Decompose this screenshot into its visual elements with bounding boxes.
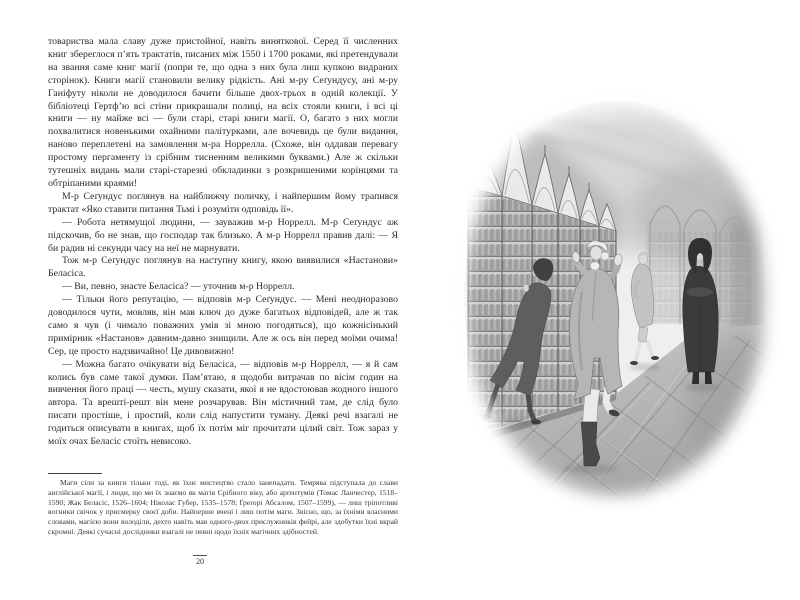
paragraph: товариства мала славу дуже пристойної, навіть виняткової. Серед її численних книг збереглося п’ять трактатів, писаних між 1550 і 1700 роками, які претендували на звання саме книг магії (попри те, що одна з них була лиш купкою видраних сторінок). Книги магії становили велику рідкість. Ані м-ру Сеґундусу, ані м-ру Ганіфуту ніколи не доводилося бачити більше двох-трьох в одній колекції. У бібліотеці Гертф’ю всі стіни прикрашали полиці, на всіх стояли книги, і всі ці книги — ну майже всі — були старі, старі книги магії. О, багато з них могли похвалитися новенькими охайними палітурками, але вочевидь це були видання, наново переплетені на замовлення м-ра Норрелла. (Схоже, він оддавав перевагу простому пергаменту із срібним тисненням великими буквами.) Але ж скільки тутешніх видань мали старі-старезні обкладинки з розкришеними корінцями та обтріпаними краями! [48,36,398,189]
paragraph: — Можна багато очікувати від Беласіса, — відповів м-р Норрелл, — я й сам колись був саме такої думки. Пам’ятаю, я щодоби витрачав по вісім годин на вивчення його праці — честь, мушу сказати, якої я не вдостоював жодного іншого автора. Та врешті-решт він мене розчарував. Він містичний там, де слід було писати простіше, і простий, коли слід напустити туману. Деякі речі взагалі не годиться описувати в книгах, щоб їх потім міг прочитати цілий світ. Тож зараз у моїх очах Беласіс стоїть невисоко. [48,358,398,448]
library-illustration [450,92,788,528]
page-number [0,551,400,569]
paragraph: — Робота нетямущої людини, — зауважив м-р Норрелл. М-р Сеґундус аж підскочив, бо не знав, що господар так близько. А м-р Норрелл правив далі: — Я би радив ні секунди часу на неї не марнувати. [48,216,398,254]
paragraph: М-р Сеґундус поглянув на найближчу поличку, і найпершим йому трапився трактат «Яко ставити питання Тьмі і розуміти одповідь її». [48,190,398,215]
footnote-separator [48,473,102,474]
pencil-grain [450,92,788,528]
paragraph: Тож м-р Сеґундус поглянув на наступну книгу, якою виявилися «Настанови» Беласіса. [48,255,398,280]
body-text [48,36,398,472]
paragraph: — Тільки його репутацію, — відповів м-р Сеґундус. — Мені неодноразово доводилося чути, мовляв, він мав ключ до дуже багатьох відповідей, але ж так само я чув (і чимало поважних умів зі мною погодяться), що кожнісінький примірник «Настанов» давним-давно знищили. Але ж ось він перед моїми очима! Сер, це просто надзвичайно! Це дивовижно! [48,294,398,357]
page-number-value: 20 [193,555,207,566]
paragraph: — Ви, певно, знаєте Беласіса? — уточнив м-р Норрелл. [62,281,295,293]
right-page [400,0,800,600]
footnote: Маги сіли за книги тільки тоді, як їхнє мистецтво стало занепадати. Темрява підступала до слави англійської магії, і люди, що ми їх знаємо як магів Срібного віку, або арґентумів (Томас Ланчестер, 1518–1590; Жак Беласіс, 1526–1604; Ніколас Губер, 1535–1578; Ґреґорі Абсалом, 1507–1599), — лиш тріпотливі вогники свічок у присмерку своєї доби. Найперше вчені і лиш потім маги. Звісно, що, за їхніми власними словами, магією вони володіли, дехто навіть мав одного-двох прислужників фейрі, але здобутки їхні вкрай скромні. Деякі сучасні дослідники взагалі не певні щодо їхніх магічних здібностей. [48,478,398,536]
